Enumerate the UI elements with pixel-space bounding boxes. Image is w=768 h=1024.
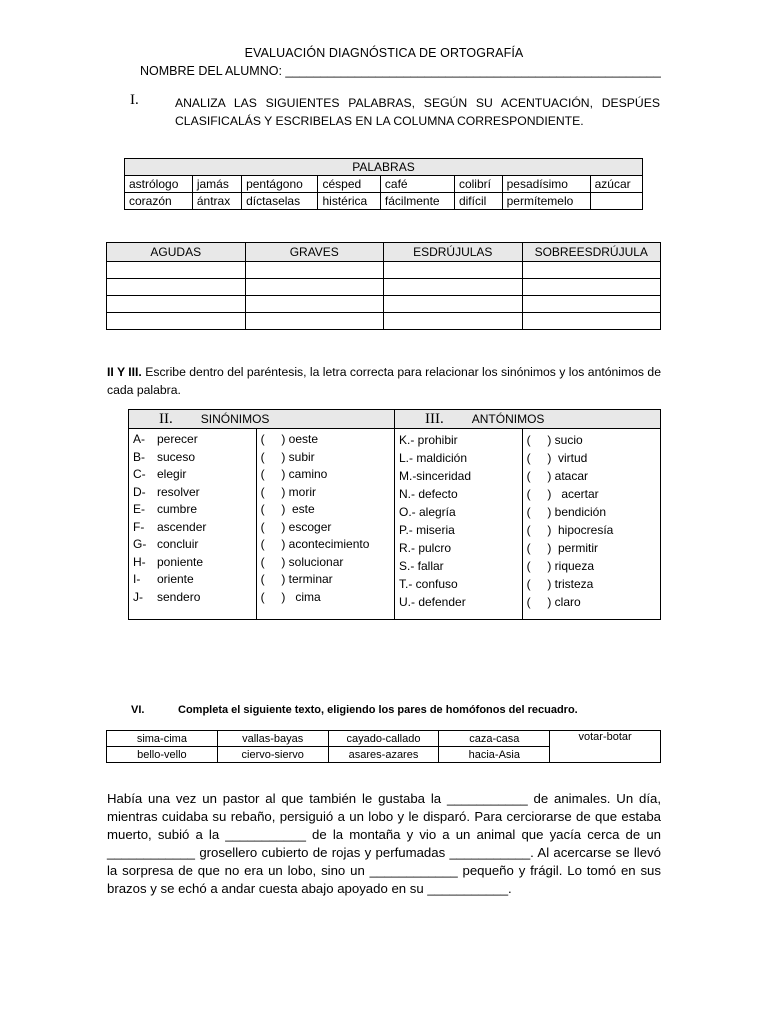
- synonym-word-item: [133, 501, 252, 519]
- item-letter: G-: [133, 537, 147, 551]
- antonym-word-item: K.- prohibir: [398, 433, 458, 447]
- synonym-word-item: [133, 571, 252, 589]
- section-3-number: III.: [424, 410, 444, 427]
- antonym-answer-item[interactable]: ( ) hipocresía: [526, 523, 614, 537]
- table-row: [107, 313, 661, 330]
- antonym-word-item: T.- confuso: [398, 577, 458, 591]
- antonym-answer-item[interactable]: ( ) atacar: [526, 469, 589, 483]
- answer-cell[interactable]: [522, 296, 661, 313]
- item-word: sendero: [157, 589, 201, 604]
- palabras-table: [124, 158, 643, 210]
- answer-cell[interactable]: [384, 296, 523, 313]
- word-cell: colibrí: [454, 176, 502, 193]
- synonym-word-item: [133, 536, 252, 554]
- item-word: poniente: [157, 554, 204, 569]
- antonym-answer-item[interactable]: ( ) claro: [526, 595, 581, 609]
- story-paragraph: Había una vez un pastor al que también le gustaba la ___________ de animales. Un día, mientras cuidaba su rebaño, persiguió a un lobo y le disparó. Para cerciorarse de que estaba muerto, subió a la ___________ de la montaña y vio a un animal que yacía cerca de un ____________ grosellero cubierto de rojas y perfumadas ___________. Al acercarse se llevó la sorpresa de que no era un lobo, sino un ____________ pequeño y frágil. Lo tomó en sus brazos y se echó a andar cuesta abajo apoyado en su ___________.: [107, 791, 661, 896]
- homophone-pair: sima-cima: [107, 731, 218, 747]
- word-cell: pesadísimo: [502, 176, 590, 193]
- item-word: ascender: [157, 519, 207, 534]
- word-cell: césped: [318, 176, 380, 193]
- section-1-number: I.: [130, 92, 139, 108]
- palabras-header: PALABRAS: [125, 159, 643, 176]
- homophone-pair: asares-azares: [328, 747, 439, 763]
- answer-cell[interactable]: [384, 262, 523, 279]
- synonym-answer-item[interactable]: ( ) acontecimiento: [260, 537, 370, 551]
- word-cell: azúcar: [590, 176, 642, 193]
- homophones-table: [106, 730, 661, 763]
- synonym-answer-item[interactable]: ( ) este: [260, 502, 315, 516]
- column-header-sobreesdrujula: SOBREESDRÚJULA: [522, 243, 661, 262]
- item-letter: F-: [133, 519, 145, 534]
- antonym-words-column: [394, 429, 522, 620]
- antonym-word-item: R.- pulcro: [398, 541, 451, 555]
- answer-cell[interactable]: [107, 262, 246, 279]
- word-cell: pentágono: [242, 176, 318, 193]
- antonym-word-item: N.- defecto: [398, 487, 458, 501]
- synonym-word-item: [133, 449, 252, 467]
- section-1-instruction: ANALIZA LAS SIGUIENTES PALABRAS, SEGÚN SU ACENTUACIÓN, DESPÚES CLASIFICALÁS Y ESCRIBELAS EN LA COLUMNA CORRESPONDIENTE.: [175, 96, 660, 128]
- item-word: cumbre: [157, 502, 198, 516]
- item-word: resolver: [157, 484, 200, 499]
- antonym-answer-item[interactable]: ( ) bendición: [526, 505, 607, 519]
- antonyms-header: [394, 410, 660, 429]
- answer-cell[interactable]: [107, 296, 246, 313]
- section-2-3-label: II Y III.: [107, 365, 142, 379]
- item-letter: A-: [133, 432, 145, 446]
- synonym-word-item: [133, 466, 252, 484]
- answer-cell[interactable]: [522, 279, 661, 296]
- homophone-pair: caza-casa: [439, 731, 550, 747]
- answer-cell[interactable]: [107, 279, 246, 296]
- table-row: [125, 176, 643, 193]
- synonyms-header: [129, 410, 395, 429]
- item-letter: B-: [133, 449, 145, 464]
- word-cell: corazón: [125, 193, 193, 210]
- table-row: [107, 731, 661, 747]
- word-cell: fácilmente: [380, 193, 454, 210]
- synonym-answer-item[interactable]: ( ) subir: [260, 449, 315, 464]
- classification-table: [106, 242, 661, 330]
- antonym-word-item: U.- defender: [398, 595, 466, 609]
- item-word: perecer: [157, 432, 198, 446]
- synonym-answer-item[interactable]: ( ) escoger: [260, 519, 332, 534]
- column-header-agudas: AGUDAS: [107, 243, 246, 262]
- homophone-pair: votar-botar: [550, 731, 661, 763]
- antonym-answer-item[interactable]: ( ) tristeza: [526, 577, 594, 591]
- section-2-3-instruction: [107, 363, 661, 399]
- answer-cell[interactable]: [384, 313, 523, 330]
- antonym-answer-item[interactable]: ( ) permitir: [526, 541, 598, 555]
- synonym-answer-item[interactable]: ( ) morir: [260, 484, 316, 499]
- homophone-pair: cayado-callado: [328, 731, 439, 747]
- table-row: [107, 279, 661, 296]
- synonym-word-item: [133, 484, 252, 502]
- synonym-word-item: [133, 519, 252, 537]
- item-word: elegir: [157, 467, 187, 481]
- synonym-answer-item[interactable]: ( ) terminar: [260, 572, 333, 586]
- table-row: [125, 193, 643, 210]
- table-row: [107, 296, 661, 313]
- antonym-word-item: L.- maldición: [398, 451, 468, 465]
- item-word: concluir: [157, 537, 199, 551]
- section-6-number: VI.: [131, 704, 145, 716]
- antonym-answer-item[interactable]: ( ) riqueza: [526, 559, 595, 573]
- antonym-answer-item[interactable]: ( ) virtud: [526, 451, 588, 465]
- section-6-instruction: Completa el siguiente texto, eligiendo los pares de homófonos del recuadro.: [178, 704, 578, 716]
- item-letter: J-: [133, 589, 143, 604]
- section-2-3-text: Escribe dentro del paréntesis, la letra correcta para relacionar los sinónimos y los antónimos de cada palabra.: [107, 365, 661, 397]
- word-cell: [590, 193, 642, 210]
- antonym-word-item: S.- fallar: [398, 559, 444, 573]
- word-cell: astrólogo: [125, 176, 193, 193]
- word-cell: histérica: [318, 193, 380, 210]
- word-cell: difícil: [454, 193, 502, 210]
- synonym-answer-item[interactable]: ( ) solucionar: [260, 554, 344, 569]
- synonyms-title: SINÓNIMOS: [200, 412, 270, 426]
- student-name-field[interactable]: NOMBRE DEL ALUMNO: ______________________________________________________: [140, 64, 661, 78]
- item-letter: D-: [133, 484, 146, 499]
- answer-cell[interactable]: [245, 313, 384, 330]
- synonyms-antonyms-table: [128, 409, 661, 620]
- word-cell: permítemelo: [502, 193, 590, 210]
- column-header-esdrujulas: ESDRÚJULAS: [384, 243, 523, 262]
- answer-cell[interactable]: [522, 262, 661, 279]
- item-letter: H-: [133, 554, 146, 569]
- item-letter: I-: [133, 572, 141, 586]
- answer-cell[interactable]: [522, 313, 661, 330]
- column-header-graves: GRAVES: [245, 243, 384, 262]
- synonym-answer-item[interactable]: ( ) cima: [260, 589, 321, 604]
- answer-cell[interactable]: [107, 313, 246, 330]
- word-cell: jamás: [192, 176, 241, 193]
- synonym-answer-item[interactable]: ( ) camino: [260, 467, 328, 481]
- synonym-word-item: [133, 554, 252, 572]
- section-2-number: II.: [159, 410, 173, 427]
- antonym-answers-column: [522, 429, 660, 620]
- antonym-word-item: M.-sinceridad: [398, 469, 472, 483]
- synonym-word-item: [133, 589, 252, 607]
- item-letter: E-: [133, 502, 145, 516]
- antonym-word-item: O.- alegría: [398, 505, 456, 519]
- table-row: [107, 262, 661, 279]
- homophone-pair: vallas-bayas: [217, 731, 328, 747]
- homophone-pair: ciervo-siervo: [217, 747, 328, 763]
- antonym-answer-item[interactable]: ( ) sucio: [526, 433, 583, 447]
- synonym-word-item: [133, 431, 252, 449]
- word-cell: ántrax: [192, 193, 241, 210]
- synonym-answers-column: [256, 429, 394, 620]
- antonyms-title: ANTÓNIMOS: [471, 412, 545, 426]
- homophone-pair: bello-vello: [107, 747, 218, 763]
- answer-cell[interactable]: [384, 279, 523, 296]
- answer-cell[interactable]: [245, 296, 384, 313]
- antonym-answer-item[interactable]: ( ) acertar: [526, 487, 599, 501]
- synonym-words-column: [129, 429, 257, 620]
- word-cell: díctaselas: [242, 193, 318, 210]
- item-word: oriente: [157, 572, 194, 586]
- answer-cell[interactable]: [245, 262, 384, 279]
- word-cell: café: [380, 176, 454, 193]
- synonym-answer-item[interactable]: ( ) oeste: [260, 432, 319, 446]
- homophone-pair: hacia-Asia: [439, 747, 550, 763]
- item-letter: C-: [133, 467, 146, 481]
- answer-cell[interactable]: [245, 279, 384, 296]
- item-word: suceso: [157, 449, 196, 464]
- page-title: EVALUACIÓN DIAGNÓSTICA DE ORTOGRAFÍA: [244, 46, 524, 60]
- antonym-word-item: P.- miseria: [398, 523, 455, 537]
